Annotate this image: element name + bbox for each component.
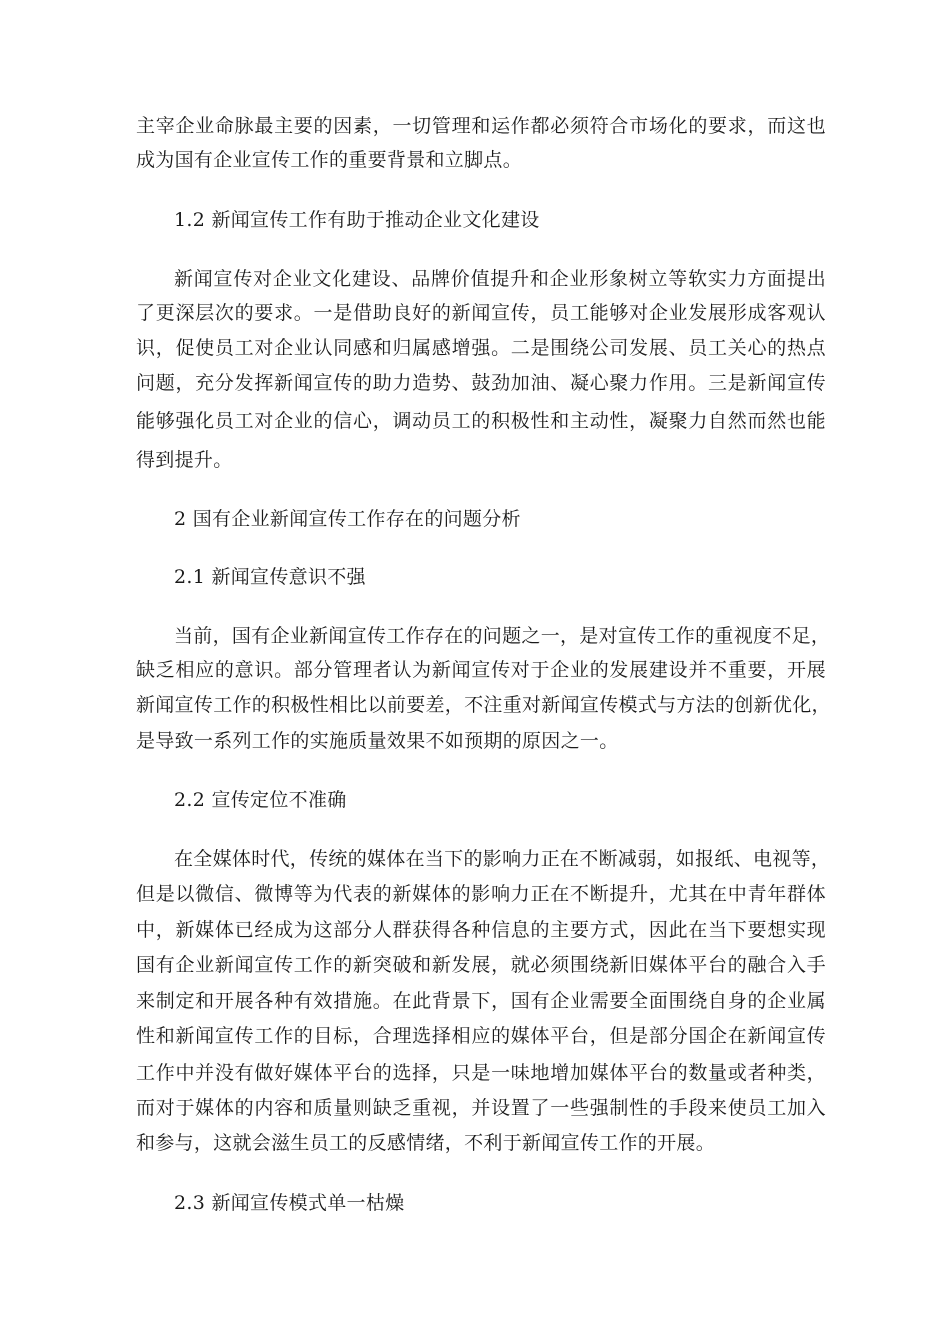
section-heading-2-3: 2.3 新闻宣传模式单一枯燥 (174, 1192, 405, 1214)
paragraph-line: 能够强化员工对企业的信心，调动员工的积极性和主动性，凝聚力自然而然也能 (136, 410, 826, 432)
paragraph-line: 新闻宣传对企业文化建设、品牌价值提升和企业形象树立等软实力方面提出 (174, 268, 826, 290)
paragraph-line: 来制定和开展各种有效措施。在此背景下，国有企业需要全面围绕自身的企业属 (136, 990, 826, 1012)
section-heading-1-2: 1.2 新闻宣传工作有助于推动企业文化建设 (174, 209, 540, 231)
paragraph-line: 国有企业新闻宣传工作的新突破和新发展，就必须围绕新旧媒体平台的融合入手 (136, 954, 826, 976)
section-heading-2-1: 2.1 新闻宣传意识不强 (174, 566, 366, 588)
paragraph-line: 工作中并没有做好媒体平台的选择，只是一味地增加媒体平台的数量或者种类， (136, 1062, 826, 1084)
paragraph-line: 了更深层次的要求。一是借助良好的新闻宣传，员工能够对企业发展形成客观认 (136, 302, 826, 324)
paragraph-line: 但是以微信、微博等为代表的新媒体的影响力正在不断提升，尤其在中青年群体 (136, 883, 826, 905)
paragraph-line: 是导致一系列工作的实施质量效果不如预期的原因之一。 (136, 730, 619, 752)
paragraph-line: 当前，国有企业新闻宣传工作存在的问题之一，是对宣传工作的重视度不足， (174, 625, 831, 647)
paragraph-line: 新闻宣传工作的积极性相比以前要差，不注重对新闻宣传模式与方法的创新优化， (136, 694, 831, 716)
paragraph-line: 而对于媒体的内容和质量则缺乏重视，并设置了一些强制性的手段来使员工加入 (136, 1097, 826, 1119)
paragraph-line: 缺乏相应的意识。部分管理者认为新闻宣传对于企业的发展建设并不重要，开展 (136, 659, 826, 681)
paragraph-line: 在全媒体时代，传统的媒体在当下的影响力正在不断减弱，如报纸、电视等， (174, 848, 831, 870)
paragraph-line: 成为国有企业宣传工作的重要背景和立脚点。 (136, 149, 523, 171)
paragraph-line: 中，新媒体已经成为这部分人群获得各种信息的主要方式，因此在当下要想实现 (136, 919, 826, 941)
paragraph-line: 识，促使员工对企业认同感和归属感增强。二是围绕公司发展、员工关心的热点 (136, 337, 826, 359)
paragraph-line: 得到提升。 (136, 449, 233, 471)
paragraph-line: 性和新闻宣传工作的目标，合理选择相应的媒体平台，但是部分国企在新闻宣传 (136, 1025, 826, 1047)
paragraph-line: 主宰企业命脉最主要的因素，一切管理和运作都必须符合市场化的要求，而这也 (136, 115, 826, 137)
section-heading-2: 2 国有企业新闻宣传工作存在的问题分析 (174, 508, 521, 530)
paragraph-line: 和参与，这就会滋生员工的反感情绪，不利于新闻宣传工作的开展。 (136, 1132, 716, 1154)
section-heading-2-2: 2.2 宣传定位不准确 (174, 789, 347, 811)
paragraph-line: 问题，充分发挥新闻宣传的助力造势、鼓劲加油、凝心聚力作用。三是新闻宣传 (136, 372, 826, 394)
